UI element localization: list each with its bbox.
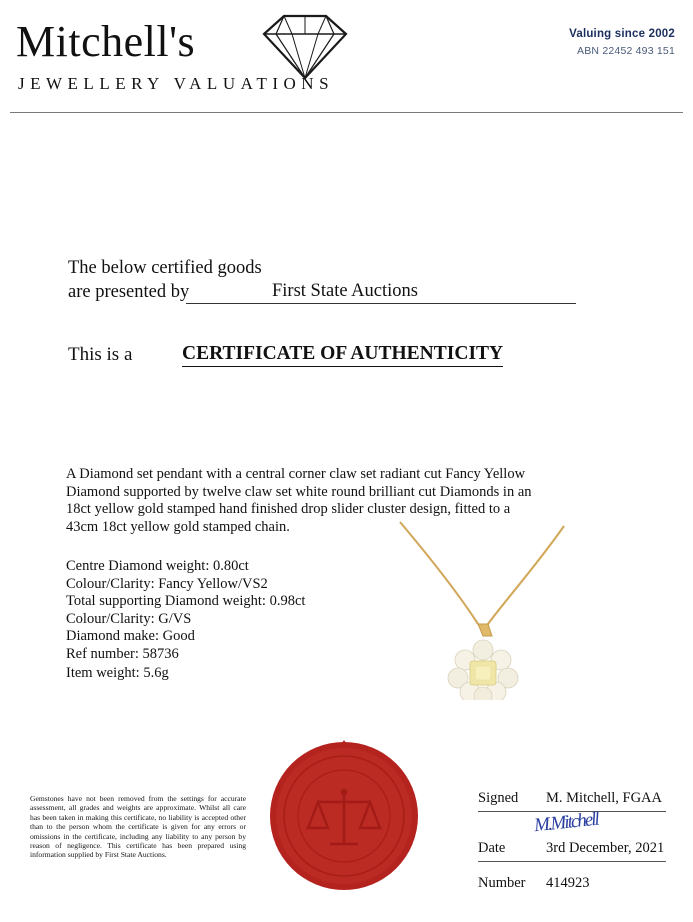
spec-line: Ref number: 58736: [66, 645, 179, 662]
signed-label: Signed: [478, 790, 519, 806]
spec-line: Colour/Clarity: G/VS: [66, 610, 192, 627]
fine-print-disclaimer: Gemstones have not been removed from the settings for accurate assessment, all grades and weights are approximate. Whilst all care has been taken in making this certificate, no liability is accepted other than to the person whom the certificate is given for any errors or omissions in the certificate, including any liability to any person by reason of negligence. This certificate has been prepared using information supplied by First State Auctions.: [30, 794, 246, 860]
spec-line: Total supporting Diamond weight: 0.98ct: [66, 593, 306, 610]
spec-line: Diamond make: Good: [66, 628, 195, 645]
abn-text: ABN 22452 493 151: [577, 45, 675, 57]
spec-line: Colour/Clarity: Fancy Yellow/VS2: [66, 575, 268, 592]
item-weight: Item weight: 5.6g: [66, 665, 169, 681]
presented-by-underline: [186, 303, 576, 304]
number-value: 414923: [546, 875, 590, 891]
certificate-title: CERTIFICATE OF AUTHENTICITY: [182, 343, 503, 367]
number-label: Number: [478, 875, 526, 891]
presented-by-value: First State Auctions: [272, 281, 418, 301]
certification-seal: [268, 740, 420, 892]
handwritten-signature: M.Mitchell: [533, 808, 599, 837]
brand-name: Mitchell's: [16, 17, 196, 66]
date-value: 3rd December, 2021: [546, 840, 665, 856]
document-header: [0, 0, 693, 112]
pendant-photo: [392, 520, 582, 700]
item-specs: [66, 558, 305, 664]
this-is-a-label: This is a: [68, 344, 133, 365]
header-divider: [10, 112, 683, 113]
date-underline: [478, 861, 666, 862]
item-description: A Diamond set pendant with a central corner claw set radiant cut Fancy Yellow Diamond supported by twelve claw set white round brilliant cut Diamonds in an 18ct yellow gold stamped hand finished drop slider cluster design, fitted to a 43cm 18ct yellow gold stamped chain.: [66, 466, 532, 535]
intro-line-1: The below certified goods: [68, 258, 262, 278]
brand-subtitle: JEWELLERY VALUATIONS: [18, 74, 335, 93]
signed-value: M. Mitchell, FGAA: [546, 790, 662, 806]
valuing-since-text: Valuing since 2002: [569, 28, 675, 40]
date-label: Date: [478, 840, 506, 856]
diamond-icon: [262, 14, 348, 80]
spec-line: Centre Diamond weight: 0.80ct: [66, 558, 249, 574]
intro-line-2: are presented by: [68, 282, 190, 302]
